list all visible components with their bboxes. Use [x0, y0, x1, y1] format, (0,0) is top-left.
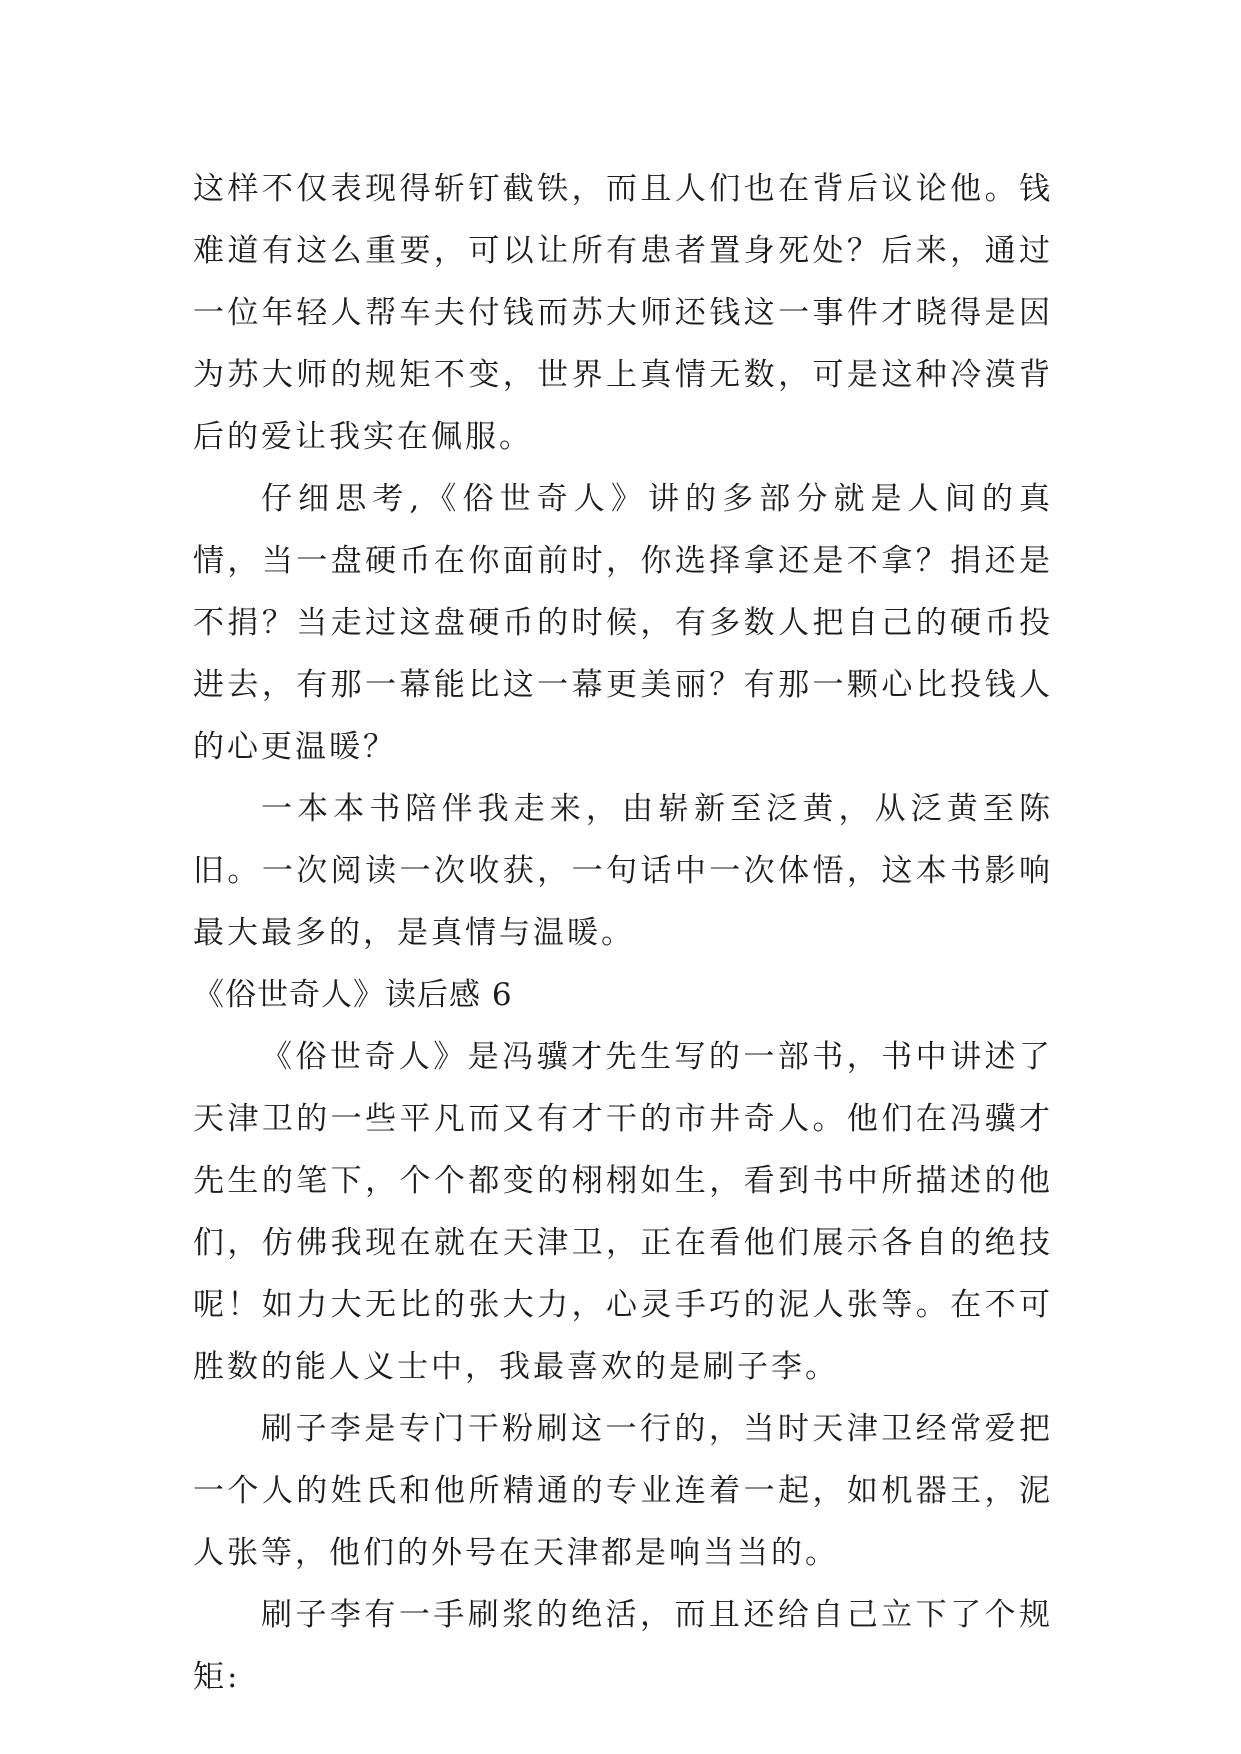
paragraph-4: 《俗世奇人》是冯骥才先生写的一部书，书中讲述了天津卫的一些平凡而又有才干的市井奇人。他们在冯骥才先生的笔下，个个都变的栩栩如生，看到书中所描述的他们，仿佛我现在就在天津卫，正在看他们展示各自的绝技呢！如力大无比的张大力，心灵手巧的泥人张等。在不可胜数的能人义士中，我最喜欢的是刷子李。 [193, 1039, 1053, 1385]
paragraph-2: 仔细思考,《俗世奇人》讲的多部分就是人间的真情，当一盘硬币在你面前时，你选择拿还是不拿？捐还是不捐？当走过这盘硬币的时候，有多数人把自己的硬币投进去，有那一幕能比这一幕更美丽？有那一颗心比投钱人的心更温暖？ [193, 481, 1053, 765]
paragraph-3: 一本本书陪伴我走来，由崭新至泛黄，从泛黄至陈旧。一次阅读一次收获，一句话中一次体悟，这本书影响最大最多的，是真情与温暖。 [193, 791, 1053, 951]
paragraph-1: 这样不仅表现得斩钉截铁，而且人们也在背后议论他。钱难道有这么重要，可以让所有患者置身死处？后来，通过一位年轻人帮车夫付钱而苏大师还钱这一事件才晓得是因为苏大师的规矩不变，世界上真情无数，可是这种冷漠背后的爱让我实在佩服。 [193, 171, 1053, 455]
section-heading: 《俗世奇人》读后感 6 [193, 977, 513, 1013]
paragraph-5: 刷子李是专门干粉刷这一行的，当时天津卫经常爱把一个人的姓氏和他所精通的专业连着一起，如机器王，泥人张等，他们的外号在天津都是响当当的。 [193, 1411, 1053, 1571]
document-body [193, 158, 1053, 1708]
paragraph-6: 刷子李有一手刷浆的绝活，而且还给自己立下了个规矩: [193, 1597, 1053, 1695]
